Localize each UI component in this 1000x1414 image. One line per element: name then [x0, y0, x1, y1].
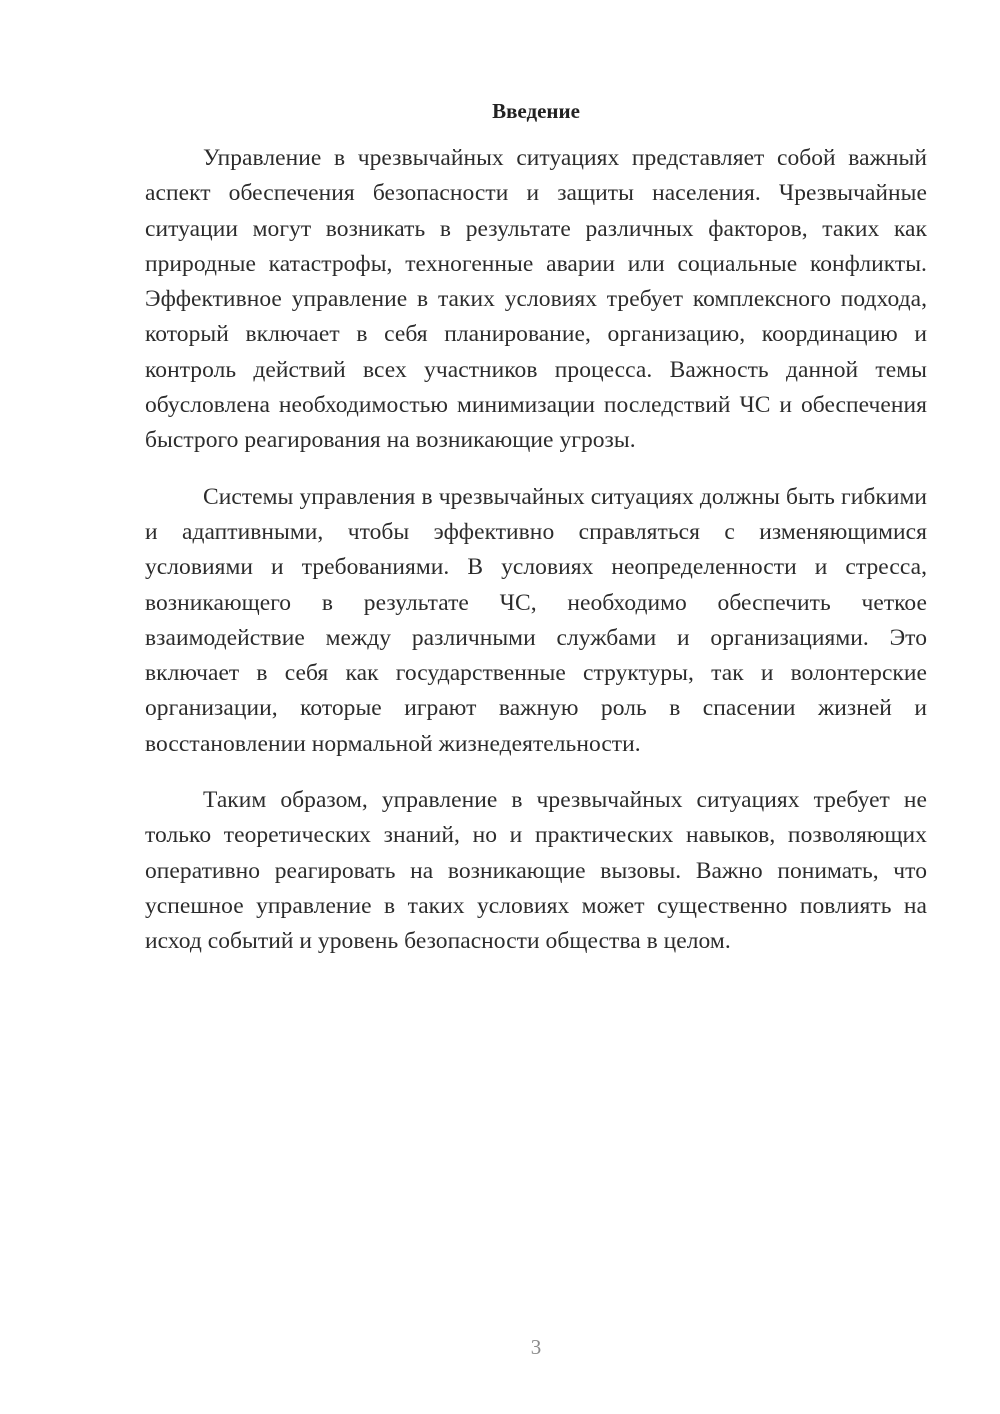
- body-text: [145, 141, 927, 981]
- section-title: Введение: [492, 99, 580, 123]
- page-number: 3: [530, 1335, 542, 1359]
- paragraph-1: Управление в чрезвычайных ситуациях представляет собой важный аспект обеспечения безопасности и защиты населения. Чрезвычайные ситуации могут возникать в результате различных факторов, таких как природные катастрофы, техногенные аварии или социальные конфликты. Эффективное управление в таких условиях требует комплексного подхода, который включает в себя планирование, организацию, координацию и контроль действий всех участников процесса. Важность данной темы обусловлена необходимостью минимизации последствий ЧС и обеспечения быстрого реагирования на возникающие угрозы.: [145, 145, 927, 454]
- paragraph-3: Таким образом, управление в чрезвычайных ситуациях требует не только теоретических знаний, но и практических навыков, позволяющих оперативно реагировать на возникающие вызовы. Важно понимать, что успешное управление в таких условиях может существенно повлиять на исход событий и уровень безопасности общества в целом.: [145, 787, 927, 955]
- paragraph-2: Системы управления в чрезвычайных ситуациях должны быть гибкими и адаптивными, чтобы эффективно справляться с изменяющимися условиями и требованиями. В условиях неопределенности и стресса, возникающего в результате ЧС, необходимо обеспечить четкое взаимодействие между различными службами и организациями. Это включает в себя как государственные структуры, так и волонтерские организации, которые играют важную роль в спасении жизней и восстановлении нормальной жизнедеятельности.: [145, 483, 927, 757]
